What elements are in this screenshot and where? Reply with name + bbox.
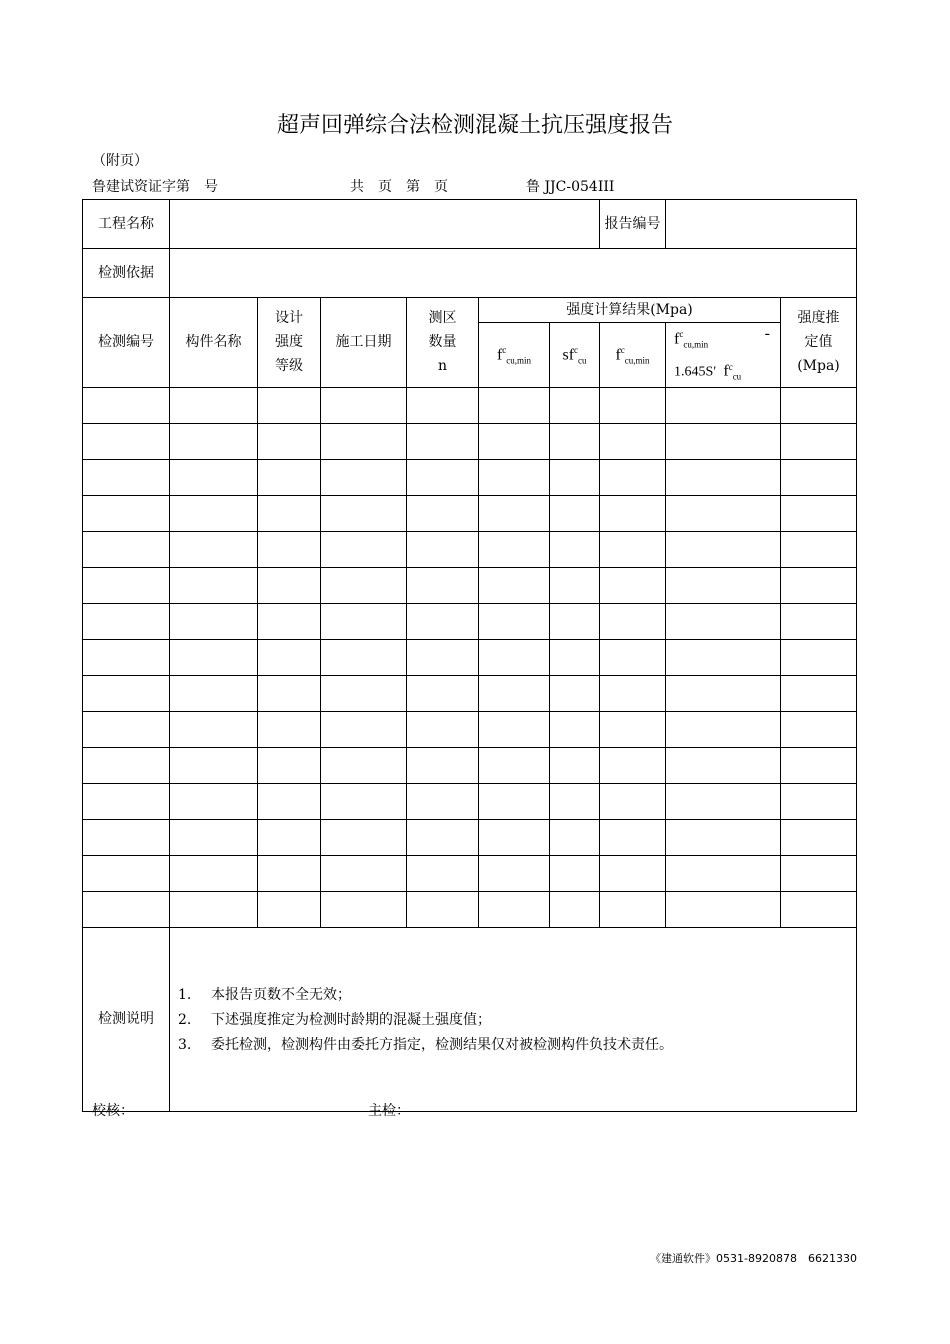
table-cell[interactable] (170, 747, 258, 783)
subtitle: （附页） (92, 153, 148, 169)
table-cell[interactable] (666, 495, 781, 531)
table-cell[interactable] (600, 423, 666, 459)
table-cell[interactable] (666, 675, 781, 711)
test-no-header: 检测编号 (83, 298, 170, 388)
table-cell[interactable] (666, 639, 781, 675)
table-cell[interactable] (781, 783, 857, 819)
table-cell[interactable] (479, 783, 550, 819)
checker-label: 校核： (92, 1103, 134, 1119)
table-cell[interactable] (666, 891, 781, 927)
table-cell[interactable] (479, 747, 550, 783)
table-cell[interactable] (407, 747, 479, 783)
table-cell[interactable] (479, 891, 550, 927)
table-cell[interactable] (479, 675, 550, 711)
table-cell[interactable] (170, 459, 258, 495)
table-row (83, 459, 857, 495)
table-cell[interactable] (600, 387, 666, 423)
report-table (82, 199, 857, 1112)
table-cell[interactable] (479, 387, 550, 423)
table-row (83, 675, 857, 711)
table-cell[interactable] (321, 639, 407, 675)
table-cell[interactable] (407, 423, 479, 459)
table-cell[interactable] (407, 603, 479, 639)
table-cell[interactable] (83, 891, 170, 927)
zone-count-header: 测区 数量 n (407, 298, 479, 388)
table-cell[interactable] (781, 747, 857, 783)
table-cell[interactable] (666, 603, 781, 639)
table-cell[interactable] (600, 891, 666, 927)
table-cell[interactable] (550, 783, 600, 819)
sfcu-header: $sf^c_{cu}$ (550, 323, 600, 388)
table-cell[interactable] (550, 747, 600, 783)
table-cell[interactable] (321, 459, 407, 495)
basis-label: 检测依据 (83, 249, 170, 298)
table-cell[interactable] (258, 603, 321, 639)
table-cell[interactable] (258, 495, 321, 531)
table-cell[interactable] (258, 387, 321, 423)
table-cell[interactable] (258, 855, 321, 891)
construction-date-header: 施工日期 (321, 298, 407, 388)
notes-content (170, 927, 857, 1111)
table-cell[interactable] (258, 639, 321, 675)
table-cell[interactable] (258, 711, 321, 747)
table-cell[interactable] (321, 603, 407, 639)
table-cell[interactable] (550, 567, 600, 603)
notes-label: 检测说明 (83, 927, 170, 1111)
table-row (83, 711, 857, 747)
table-cell[interactable] (600, 639, 666, 675)
table-cell[interactable] (321, 531, 407, 567)
table-cell[interactable] (83, 747, 170, 783)
table-cell[interactable] (258, 891, 321, 927)
table-cell[interactable] (170, 495, 258, 531)
note-item: 1. 本报告页数不全无效； (178, 986, 351, 1003)
table-cell[interactable] (479, 711, 550, 747)
table-cell[interactable] (600, 711, 666, 747)
report-no-label: 报告编号 (600, 200, 666, 249)
table-cell[interactable] (321, 747, 407, 783)
table-cell[interactable] (407, 783, 479, 819)
table-cell[interactable] (170, 819, 258, 855)
table-row (83, 531, 857, 567)
table-cell[interactable] (781, 567, 857, 603)
table-cell[interactable] (550, 891, 600, 927)
table-cell[interactable] (407, 567, 479, 603)
table-cell[interactable] (321, 387, 407, 423)
table-cell[interactable] (550, 639, 600, 675)
table-cell[interactable] (321, 423, 407, 459)
table-cell[interactable] (170, 423, 258, 459)
table-row (83, 891, 857, 927)
page-count: 共 页 第 页 (350, 179, 448, 195)
table-cell[interactable] (781, 711, 857, 747)
calc-results-header: 强度计算结果(Mpa) (479, 298, 781, 323)
table-cell[interactable] (258, 459, 321, 495)
table-cell[interactable] (781, 819, 857, 855)
table-row (83, 855, 857, 891)
table-cell[interactable] (258, 819, 321, 855)
table-cell[interactable] (781, 459, 857, 495)
table-cell[interactable] (550, 819, 600, 855)
table-cell[interactable] (550, 387, 600, 423)
table-cell[interactable] (258, 747, 321, 783)
formula-header: $f^c_{cu,min}$ - 1.645S′ $f^c_{cu}$ (666, 323, 781, 388)
table-cell[interactable] (170, 639, 258, 675)
table-cell[interactable] (479, 531, 550, 567)
table-cell[interactable] (550, 711, 600, 747)
table-cell[interactable] (258, 423, 321, 459)
table-cell[interactable] (479, 459, 550, 495)
table-cell[interactable] (781, 855, 857, 891)
table-cell[interactable] (479, 855, 550, 891)
member-name-header: 构件名称 (170, 298, 258, 388)
table-cell[interactable] (321, 855, 407, 891)
table-cell[interactable] (321, 567, 407, 603)
table-cell[interactable] (83, 603, 170, 639)
table-row (83, 423, 857, 459)
table-row (83, 387, 857, 423)
table-cell[interactable] (600, 603, 666, 639)
cert-number: 鲁建试资证字第 号 (92, 179, 218, 195)
table-cell[interactable] (83, 711, 170, 747)
table-cell[interactable] (407, 819, 479, 855)
table-cell[interactable] (258, 783, 321, 819)
table-cell[interactable] (321, 495, 407, 531)
table-cell[interactable] (407, 675, 479, 711)
table-cell[interactable] (666, 423, 781, 459)
table-row (83, 819, 857, 855)
table-cell[interactable] (258, 675, 321, 711)
project-name-value[interactable] (170, 200, 600, 249)
table-cell[interactable] (170, 711, 258, 747)
table-cell[interactable] (600, 819, 666, 855)
table-cell[interactable] (321, 675, 407, 711)
table-cell[interactable] (781, 495, 857, 531)
table-cell[interactable] (550, 423, 600, 459)
table-cell[interactable] (781, 387, 857, 423)
table-cell[interactable] (479, 423, 550, 459)
note-item: 3. 委托检测，检测构件由委托方指定，检测结果仅对被检测构件负技术责任。 (178, 1036, 673, 1053)
table-cell[interactable] (170, 783, 258, 819)
table-row (83, 567, 857, 603)
table-cell[interactable] (600, 567, 666, 603)
fcu-min-header-2: $f^c_{cu,min}$ (600, 323, 666, 388)
table-cell[interactable] (666, 747, 781, 783)
table-cell[interactable] (666, 531, 781, 567)
table-cell[interactable] (550, 675, 600, 711)
software-footer: 《建通软件》0531-8920878 6621330 (650, 1252, 857, 1265)
table-cell[interactable] (600, 783, 666, 819)
table-cell[interactable] (83, 855, 170, 891)
table-cell[interactable] (170, 531, 258, 567)
table-cell[interactable] (83, 639, 170, 675)
table-cell[interactable] (550, 603, 600, 639)
table-row (83, 783, 857, 819)
table-cell[interactable] (550, 855, 600, 891)
table-cell[interactable] (666, 783, 781, 819)
table-cell[interactable] (407, 387, 479, 423)
table-cell[interactable] (666, 711, 781, 747)
table-cell[interactable] (321, 819, 407, 855)
table-cell[interactable] (781, 675, 857, 711)
table-cell[interactable] (83, 459, 170, 495)
table-cell[interactable] (407, 459, 479, 495)
table-cell[interactable] (83, 423, 170, 459)
table-cell[interactable] (83, 531, 170, 567)
table-cell[interactable] (321, 891, 407, 927)
table-cell[interactable] (170, 675, 258, 711)
table-cell[interactable] (781, 639, 857, 675)
table-cell[interactable] (479, 603, 550, 639)
table-cell[interactable] (600, 675, 666, 711)
table-cell[interactable] (600, 747, 666, 783)
fcu-min-header: $f^c_{cu,min}$ (479, 323, 550, 388)
form-code: 鲁 JJC-054III (526, 179, 615, 195)
table-cell[interactable] (550, 459, 600, 495)
table-cell[interactable] (600, 531, 666, 567)
table-cell[interactable] (407, 639, 479, 675)
table-cell[interactable] (781, 603, 857, 639)
table-cell[interactable] (600, 459, 666, 495)
table-cell[interactable] (550, 495, 600, 531)
table-cell[interactable] (170, 891, 258, 927)
table-cell[interactable] (666, 819, 781, 855)
table-cell[interactable] (170, 603, 258, 639)
design-grade-header: 设计 强度 等级 (258, 298, 321, 388)
table-cell[interactable] (83, 567, 170, 603)
basis-value[interactable] (170, 249, 857, 298)
page-title: 超声回弹综合法检测混凝土抗压强度报告 (276, 113, 673, 138)
table-cell[interactable] (258, 531, 321, 567)
table-cell[interactable] (407, 495, 479, 531)
table-cell[interactable] (479, 495, 550, 531)
table-cell[interactable] (407, 891, 479, 927)
table-cell[interactable] (83, 495, 170, 531)
table-cell[interactable] (170, 567, 258, 603)
table-cell[interactable] (600, 855, 666, 891)
table-cell[interactable] (83, 819, 170, 855)
table-cell[interactable] (666, 567, 781, 603)
table-cell[interactable] (407, 855, 479, 891)
table-cell[interactable] (321, 711, 407, 747)
table-cell[interactable] (407, 531, 479, 567)
table-cell[interactable] (666, 387, 781, 423)
table-cell[interactable] (321, 783, 407, 819)
report-no-value[interactable] (666, 200, 857, 249)
note-item: 2. 下述强度推定为检测时龄期的混凝土强度值； (178, 1011, 491, 1028)
table-cell[interactable] (479, 819, 550, 855)
inspector-label: 主检： (368, 1103, 410, 1119)
table-cell[interactable] (83, 675, 170, 711)
table-cell[interactable] (666, 459, 781, 495)
table-cell[interactable] (781, 531, 857, 567)
table-row (83, 603, 857, 639)
table-cell[interactable] (479, 639, 550, 675)
table-cell[interactable] (666, 855, 781, 891)
table-cell[interactable] (83, 387, 170, 423)
table-cell[interactable] (781, 423, 857, 459)
table-row (83, 747, 857, 783)
table-cell[interactable] (170, 855, 258, 891)
table-cell[interactable] (170, 387, 258, 423)
table-cell[interactable] (407, 711, 479, 747)
table-cell[interactable] (479, 567, 550, 603)
table-row (83, 639, 857, 675)
table-cell[interactable] (600, 495, 666, 531)
project-name-label: 工程名称 (83, 200, 170, 249)
table-cell[interactable] (258, 567, 321, 603)
estimated-header: 强度推 定值 (Mpa) (781, 298, 857, 388)
table-cell[interactable] (550, 531, 600, 567)
table-row (83, 495, 857, 531)
table-cell[interactable] (781, 891, 857, 927)
table-cell[interactable] (83, 783, 170, 819)
